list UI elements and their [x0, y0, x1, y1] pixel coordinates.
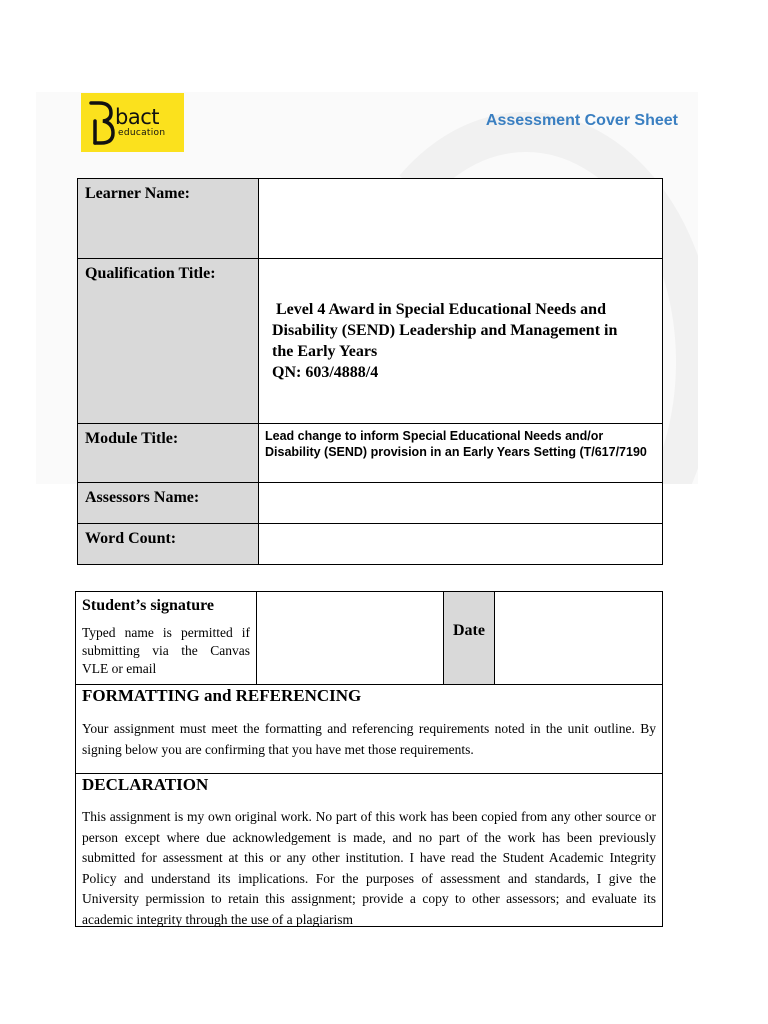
qualification-code: QN: 603/4888/4 — [272, 364, 379, 381]
qualification-value — [259, 259, 663, 424]
signature-declaration-table — [75, 591, 663, 927]
bact-logo — [81, 93, 184, 152]
signature-label-cell — [76, 592, 257, 685]
learner-name-row — [78, 179, 663, 259]
qualification-row — [78, 259, 663, 424]
word-count-label: Word Count: — [78, 524, 259, 565]
date-field[interactable] — [495, 592, 663, 685]
date-label: Date — [444, 592, 495, 685]
word-count-field[interactable] — [259, 524, 663, 565]
learner-name-label: Learner Name: — [78, 179, 259, 259]
declaration-heading: DECLARATION — [82, 775, 209, 794]
page-title: Assessment Cover Sheet — [485, 112, 678, 129]
assessor-name-row — [78, 483, 663, 524]
logo-sub-text: education — [118, 128, 166, 138]
formatting-row — [76, 685, 663, 774]
logo-brand-text: bact — [115, 105, 159, 129]
signature-note: Typed name is permitted if submitting via the Canvas VLE or email — [82, 625, 250, 676]
qualification-line: the Early Years — [272, 343, 378, 360]
formatting-heading: FORMATTING and REFERENCING — [82, 686, 362, 705]
formatting-cell — [76, 685, 663, 774]
cover-info-table — [77, 178, 663, 565]
declaration-cell — [76, 774, 663, 927]
declaration-text: This assignment is my own original work. No part of this work has been copied from any other source or person except where due acknowledgement is made, and no part of the work has been previously submitted for assessment at this or any other institution. I have read the Student Academic Integrity Policy and understand its implications. For the purposes of assessment and standards, I give the University permission to retain this assignment; provide a copy to other assessors; and evaluate its academic integrity through the use of a plagiarism — [82, 809, 656, 926]
declaration-row — [76, 774, 663, 927]
module-title-text: Lead change to inform Special Educational Needs and/or Disability (SEND) provision in an Early Years Setting (T/617/7190 — [265, 429, 647, 459]
qualification-line: Disability (SEND) Leadership and Management in — [272, 322, 618, 339]
signature-row — [76, 592, 663, 685]
word-count-row — [78, 524, 663, 565]
assessor-name-label: Assessors Name: — [78, 483, 259, 524]
formatting-text: Your assignment must meet the formatting and referencing requirements noted in the unit outline. By signing below you are confirming that you have met those requirements. — [82, 721, 656, 757]
qualification-label: Qualification Title: — [78, 259, 259, 424]
qualification-line: Level 4 Award in Special Educational Needs and — [276, 301, 606, 318]
module-title-label: Module Title: — [78, 424, 259, 483]
signature-field[interactable] — [257, 592, 444, 685]
learner-name-field[interactable] — [259, 179, 663, 259]
signature-label: Student’s signature — [82, 597, 215, 614]
module-title-row — [78, 424, 663, 483]
assessor-name-field[interactable] — [259, 483, 663, 524]
module-title-value — [259, 424, 663, 483]
